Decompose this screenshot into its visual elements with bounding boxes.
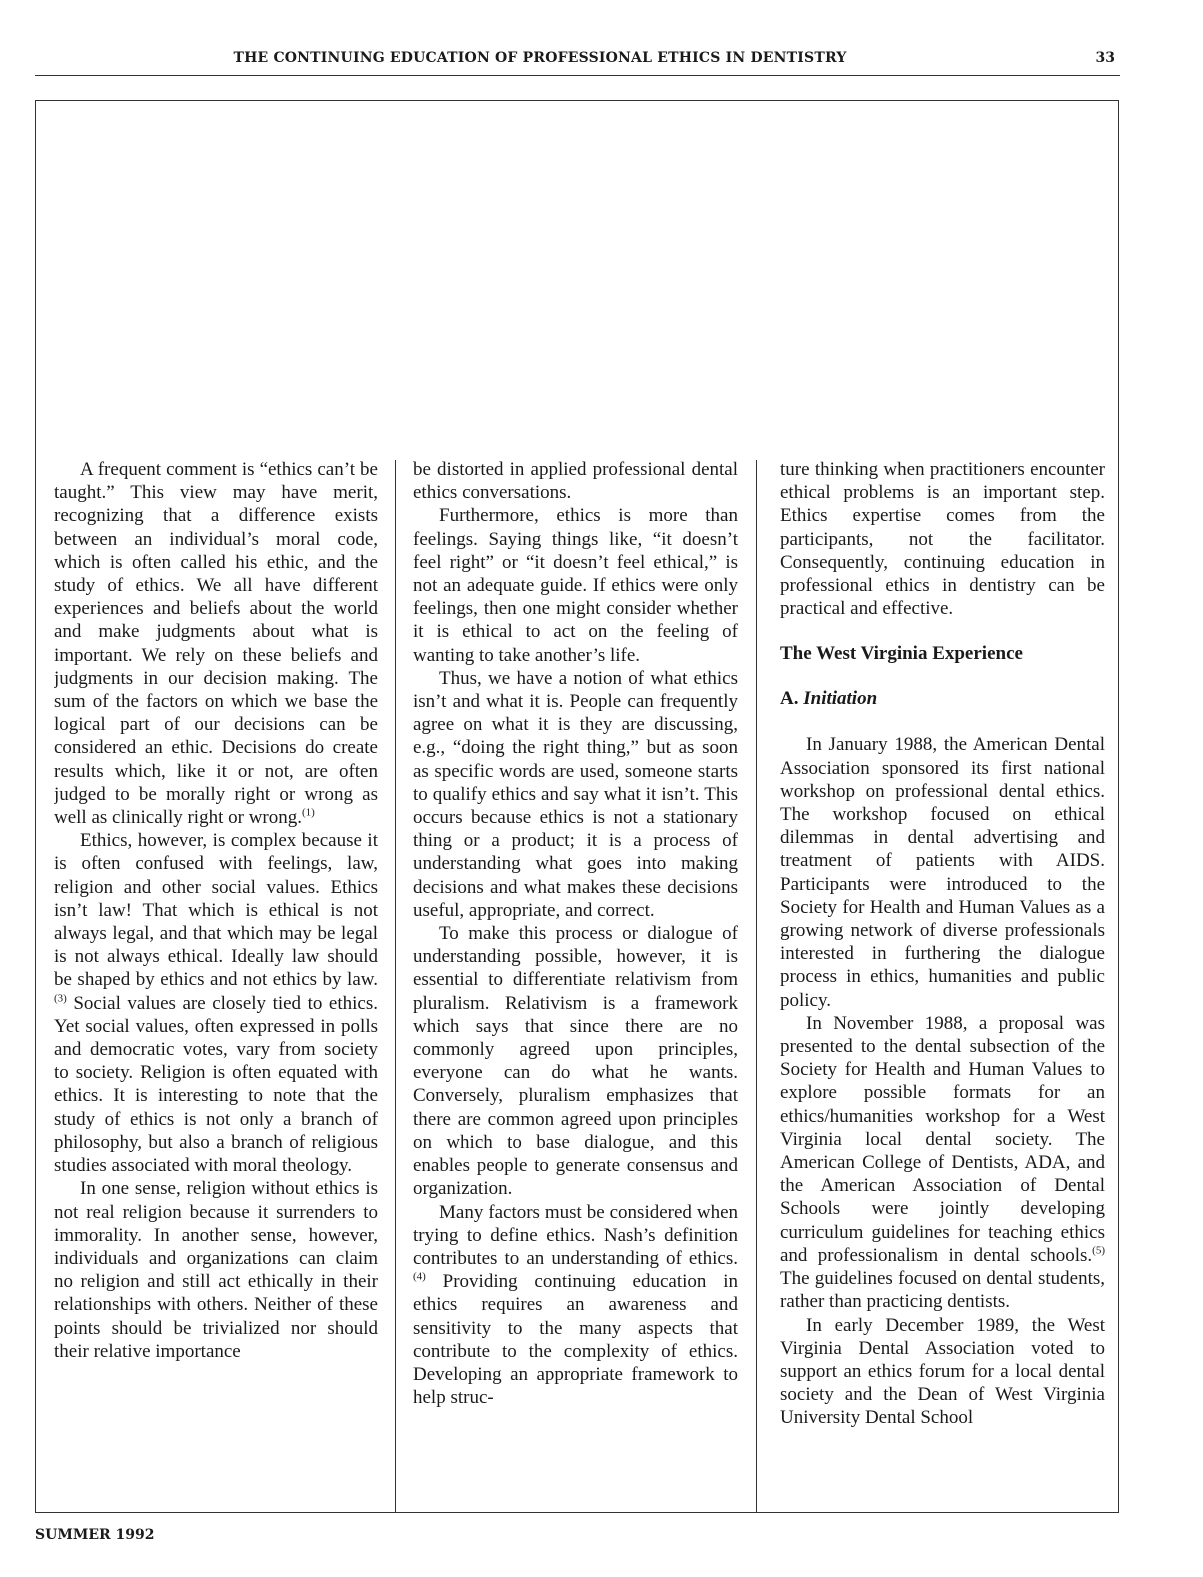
paragraph: Thus, we have a notion of what ethics isn’t and what it is. People can frequently agree on what it is they are discussing, e.g., “doing the right thing,” but as soon as specific words are used, someone starts to qualify ethics and say what it isn’t. This occurs because ethics is not a stationary thing or a product; it is a process of understanding what goes into making decisions and what makes these decisions useful, appropriate, and correct. — [413, 667, 738, 921]
paragraph-text: Ethics, however, is complex because it is often confused with feelings, law, religion and other social values. Ethics isn’t law! That which is ethical is not always legal, and that which may be legal is not always ethical. Ideally law should be shaped by ethics and not ethics by law. — [54, 830, 378, 991]
paragraph — [780, 1012, 1105, 1314]
text-column-1 — [54, 458, 378, 1508]
column-divider-2 — [756, 460, 757, 1513]
paragraph-text: Many factors must be considered when trying to define ethics. Nash’s definition contributes to an understanding of ethics. — [413, 1201, 738, 1269]
text-column-2 — [413, 458, 738, 1508]
paragraph-text: The guidelines focused on dental students, rather than practicing dentists. — [780, 1268, 1105, 1313]
paragraph: In early December 1989, the West Virginia Dental Association voted to support an ethics forum for a local dental society and the Dean of West Virginia University Dental School — [780, 1314, 1105, 1429]
paragraph-text: Social values are closely tied to ethics. Yet social values, often expressed in polls and democratic votes, vary from society to society. Religion is often equated with ethics. It is interesting to note that the study of ethics is not only a branch of philosophy, but also a branch of religious studies associated with moral theology. — [54, 992, 378, 1177]
paragraph-text: Providing continuing education in ethics requires an awareness and sensitivity to the many aspects that contribute to the complexity of ethics. Developing an appropriate framework to help struc- — [413, 1271, 738, 1409]
paragraph — [54, 458, 378, 829]
footnote-ref: (3) — [54, 992, 67, 1005]
header-rule — [35, 75, 1120, 76]
paragraph: be distorted in applied professional dental ethics conversations. — [413, 459, 738, 504]
page-number: 33 — [1095, 50, 1115, 66]
paragraph-text: In November 1988, a proposal was presented to the dental subsection of the Society for Health and Human Values to explore possible formats for an ethics/humanities workshop for a West Virginia local dental society. The American College of Dentists, ADA, and the American Association of Dental Schools were jointly developing curriculum guidelines for teaching ethics and professionalism in dental schools. — [780, 1012, 1105, 1266]
text-column-3 — [780, 458, 1105, 1508]
section-heading: The West Virginia Experience — [780, 643, 1023, 665]
running-header-title: THE CONTINUING EDUCATION OF PROFESSIONAL ETHICS IN DENTISTRY — [233, 50, 847, 66]
footer-issue: SUMMER 1992 — [35, 1527, 155, 1543]
subsection-title: Initiation — [803, 688, 878, 710]
paragraph — [54, 829, 378, 1177]
subsection-heading — [780, 687, 1105, 710]
paragraph: In January 1988, the American Dental Association sponsored its first national workshop on professional dental ethics. The workshop focused on ethical dilemmas in dental advertising and treatment of patients with AIDS. Participants were introduced to the Society for Health and Human Values as a growing network of diverse professionals interested in furthering the dialogue process in ethics, humanities and public policy. — [780, 734, 1105, 1011]
paragraph: ture thinking when practitioners encounter ethical problems is an important step. Ethics expertise comes from the participants, not the facilitator. Consequently, continuing education in professional ethics in dentistry can be practical and effective. — [780, 459, 1105, 620]
subsection-letter: A. — [780, 688, 799, 710]
paragraph: In one sense, religion without ethics is not real religion because it surrenders to immorality. In another sense, however, individuals and organizations can claim no religion and still act ethically in their relationships with others. Neither of these points should be trivialized nor should their relative importance — [54, 1178, 378, 1362]
paragraph: To make this process or dialogue of understanding possible, however, it is essential to differentiate relativism from pluralism. Relativism is a framework which says that since there are no commonly agreed upon principles, everyone can do what he wants. Conversely, pluralism emphasizes that there are common agreed upon principles on which to base dialogue, and this enables people to generate consensus and organization. — [413, 923, 738, 1200]
footnote-ref: (1) — [302, 806, 315, 819]
paragraph — [413, 1201, 738, 1410]
footnote-ref: (5) — [1092, 1244, 1105, 1257]
column-divider-1 — [395, 460, 396, 1513]
spacer — [780, 710, 1105, 733]
footnote-ref: (4) — [413, 1270, 426, 1283]
paragraph: Furthermore, ethics is more than feelings. Saying things like, “it doesn’t feel right” or “it doesn’t feel ethical,” is not an adequate guide. If ethics were only feelings, then one might consider whether it is ethical to act on the feeling of wanting to take another’s life. — [413, 505, 738, 666]
paragraph-text: A frequent comment is “ethics can’t be taught.” This view may have merit, recognizing that a difference exists between an individual’s moral code, which is often called his ethic, and the study of ethics. We all have different experiences and beliefs about the world and make judgments about what is important. We rely on these beliefs and judgments in our decision making. The sum of the factors on which we base the logical part of our decisions can be considered an ethic. Decisions do create results which, like it or not, are often judged to be morally right or wrong as well as clinically right or wrong. — [54, 459, 378, 829]
